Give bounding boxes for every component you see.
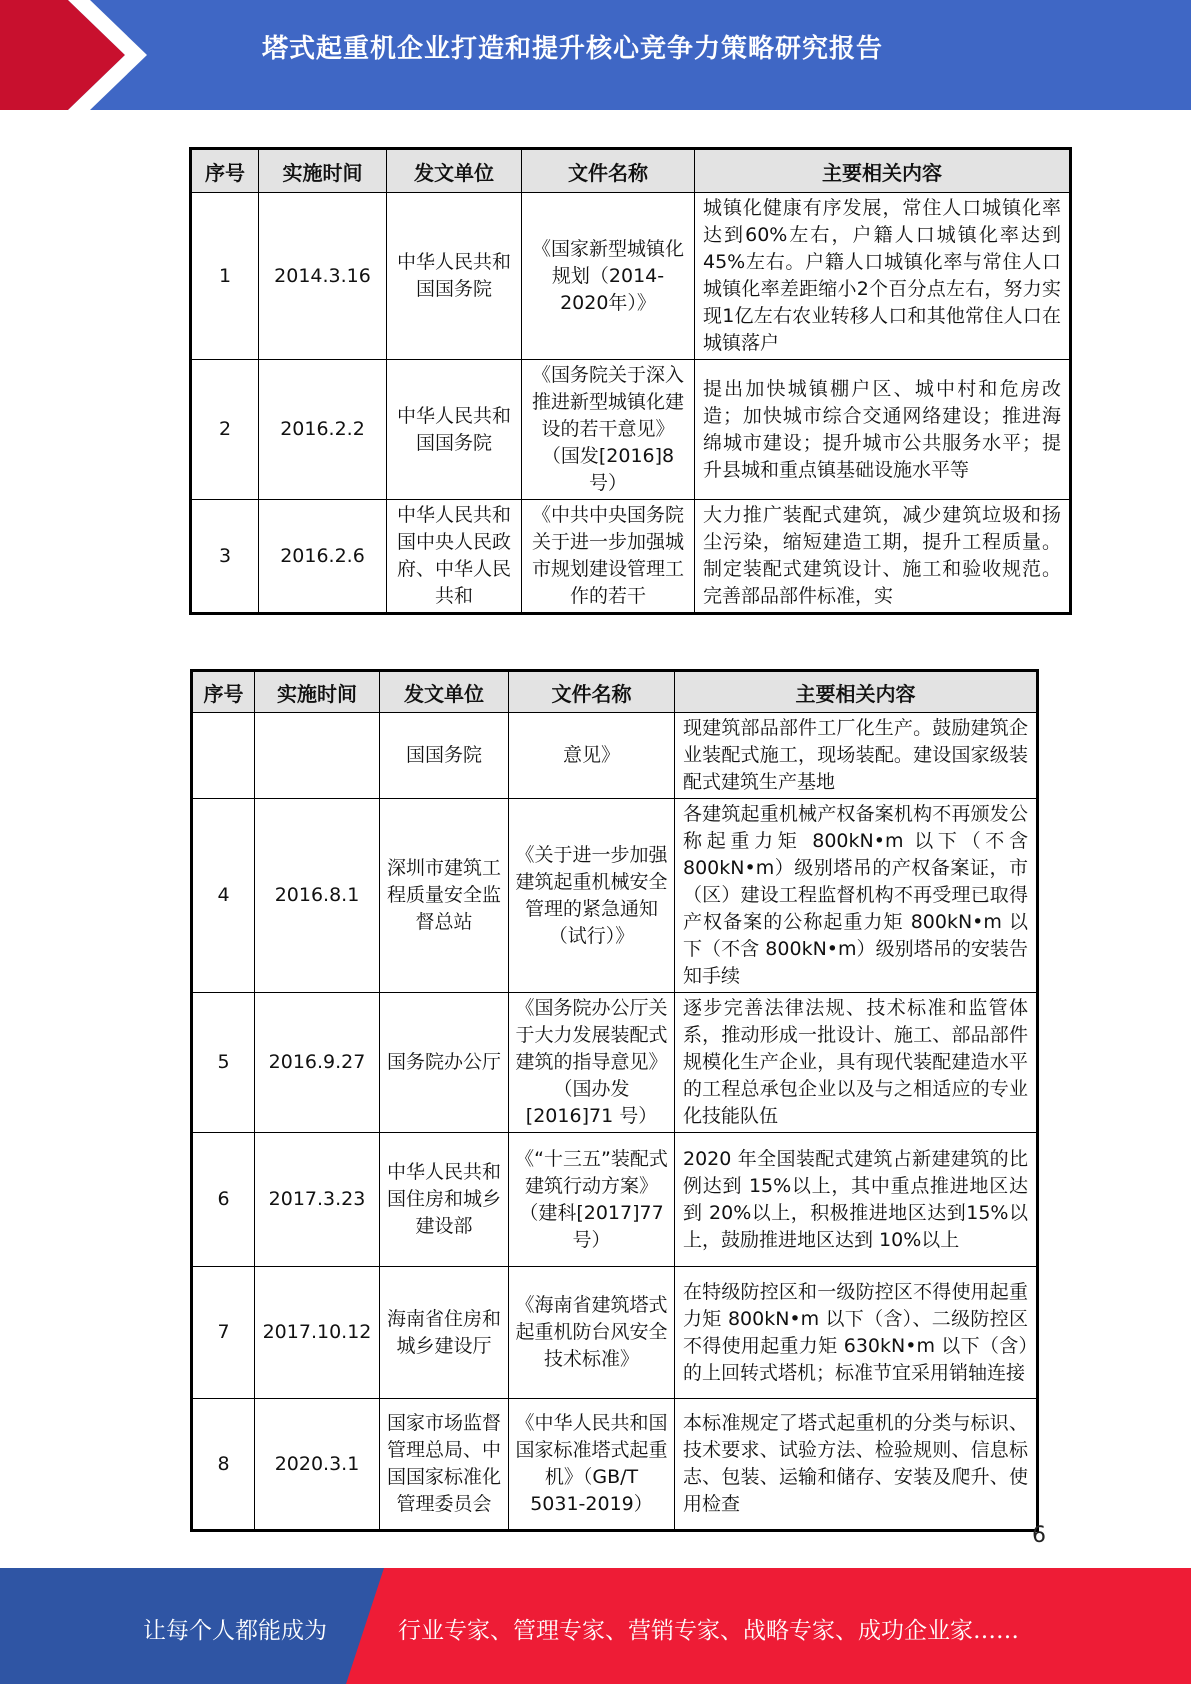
report-title: 塔式起重机企业打造和提升核心竞争力策略研究报告: [262, 34, 884, 64]
cell-document: 《海南省建筑塔式起重机防台风安全技术标准》: [509, 1267, 675, 1399]
table-row: [192, 1267, 1038, 1399]
table-row: [192, 1399, 1038, 1531]
column-header-content: 主要相关内容: [675, 671, 1038, 713]
table-row: [192, 713, 1038, 799]
footer-slogan-right: 行业专家、管理专家、营销专家、战略专家、成功企业家……: [398, 1618, 1019, 1644]
column-header-issuer: 发文单位: [380, 671, 509, 713]
cell-content: 逐步完善法律法规、技术标准和监管体系，推动形成一批设计、施工、部品部件规模化生产企业，具有现代装配建造水平的工程总承包企业以及与之相适应的专业化技能队伍: [675, 993, 1038, 1133]
cell-issuer: 中华人民共和国国务院: [387, 193, 522, 360]
cell-issuer: 海南省住房和城乡建设厅: [380, 1267, 509, 1399]
table-row: [191, 360, 1071, 500]
cell-date: 2016.8.1: [255, 799, 380, 993]
cell-no: 8: [192, 1399, 255, 1531]
table-row: [192, 1133, 1038, 1267]
page-footer: [0, 1568, 1191, 1684]
cell-document: 《“十三五”装配式建筑行动方案》（建科[2017]77 号）: [509, 1133, 675, 1267]
cell-date: 2017.3.23: [255, 1133, 380, 1267]
table-row: [192, 993, 1038, 1133]
table-header-row: [192, 671, 1038, 713]
cell-content: 2020 年全国装配式建筑占新建建筑的比例达到 15%以上，其中重点推进地区达到 20%以上，积极推进地区达到15%以上，鼓励推进地区达到 10%以上: [675, 1133, 1038, 1267]
cell-date: [255, 713, 380, 799]
cell-no: 7: [192, 1267, 255, 1399]
cell-date: 2017.10.12: [255, 1267, 380, 1399]
column-header-document: 文件名称: [522, 149, 695, 193]
cell-issuer: 中华人民共和国中央人民政府、中华人民共和: [387, 500, 522, 614]
table-row: [192, 799, 1038, 993]
cell-content: 各建筑起重机械产权备案机构不再颁发公称起重力矩 800kN•m 以下（不含 800kN•m）级别塔吊的产权备案证，市（区）建设工程监督机构不再受理已取得产权备案的公称起重力矩 800kN•m 以下（不含 800kN•m）级别塔吊的安装告知手续: [675, 799, 1038, 993]
cell-no: 5: [192, 993, 255, 1133]
cell-document: 《关于进一步加强建筑起重机械安全管理的紧急通知（试行）》: [509, 799, 675, 993]
cell-document: 《中华人民共和国国家标准塔式起重机》（GB/T 5031-2019）: [509, 1399, 675, 1531]
cell-no: 3: [191, 500, 259, 614]
table-header-row: [191, 149, 1071, 193]
cell-date: 2014.3.16: [259, 193, 387, 360]
cell-document: 意见》: [509, 713, 675, 799]
column-header-no: 序号: [191, 149, 259, 193]
cell-content: 现建筑部品部件工厂化生产。鼓励建筑企业装配式施工，现场装配。建设国家级装配式建筑生产基地: [675, 713, 1038, 799]
cell-document: 《国务院办公厅关于大力发展装配式建筑的指导意见》（国办发[2016]71 号）: [509, 993, 675, 1133]
table-row: [191, 500, 1071, 614]
footer-slogan-left: 让每个人都能成为: [143, 1618, 327, 1644]
cell-no: 1: [191, 193, 259, 360]
column-header-date: 实施时间: [255, 671, 380, 713]
page-header: [0, 0, 1191, 110]
cell-no: [192, 713, 255, 799]
cell-date: 2020.3.1: [255, 1399, 380, 1531]
cell-document: 《国务院关于深入推进新型城镇化建设的若干意见》（国发[2016]8 号）: [522, 360, 695, 500]
cell-issuer: 中华人民共和国住房和城乡建设部: [380, 1133, 509, 1267]
header-arrow-decoration: [0, 0, 170, 110]
cell-issuer: 国务院办公厅: [380, 993, 509, 1133]
cell-document: 《国家新型城镇化规划（2014-2020年）》: [522, 193, 695, 360]
column-header-issuer: 发文单位: [387, 149, 522, 193]
cell-content: 本标准规定了塔式起重机的分类与标识、技术要求、试验方法、检验规则、信息标志、包装、运输和储存、安装及爬升、使用检查: [675, 1399, 1038, 1531]
column-header-date: 实施时间: [259, 149, 387, 193]
cell-no: 4: [192, 799, 255, 993]
cell-date: 2016.2.6: [259, 500, 387, 614]
table-row: [191, 193, 1071, 360]
cell-issuer: 中华人民共和国国务院: [387, 360, 522, 500]
cell-content: 大力推广装配式建筑，减少建筑垃圾和扬尘污染，缩短建造工期，提升工程质量。制定装配式建筑设计、施工和验收规范。完善部品部件标准，实: [695, 500, 1071, 614]
cell-issuer: 国家市场监督管理总局、中国国家标准化管理委员会: [380, 1399, 509, 1531]
cell-content: 提出加快城镇棚户区、城中村和危房改造；加快城市综合交通网络建设；推进海绵城市建设；提升城市公共服务水平；提升县城和重点镇基础设施水平等: [695, 360, 1071, 500]
cell-document: 《中共中央国务院关于进一步加强城市规划建设管理工作的若干: [522, 500, 695, 614]
cell-no: 2: [191, 360, 259, 500]
cell-content: 在特级防控区和一级防控区不得使用起重力矩 800kN•m 以下（含）、二级防控区不得使用起重力矩 630kN•m 以下（含）的上回转式塔机；标准节宜采用销轴连接: [675, 1267, 1038, 1399]
column-header-no: 序号: [192, 671, 255, 713]
cell-no: 6: [192, 1133, 255, 1267]
cell-date: 2016.9.27: [255, 993, 380, 1133]
column-header-content: 主要相关内容: [695, 149, 1071, 193]
policy-table-part2: [190, 669, 1039, 1532]
cell-issuer: 国国务院: [380, 713, 509, 799]
cell-date: 2016.2.2: [259, 360, 387, 500]
page-number: 6: [1032, 1523, 1046, 1548]
cell-content: 城镇化健康有序发展，常住人口城镇化率达到60%左右，户籍人口城镇化率达到45%左右。户籍人口城镇化率与常住人口城镇化率差距缩小2个百分点左右，努力实现1亿左右农业转移人口和其他常住人口在城镇落户: [695, 193, 1071, 360]
policy-table-part1: [189, 147, 1072, 615]
cell-issuer: 深圳市建筑工程质量安全监督总站: [380, 799, 509, 993]
column-header-document: 文件名称: [509, 671, 675, 713]
